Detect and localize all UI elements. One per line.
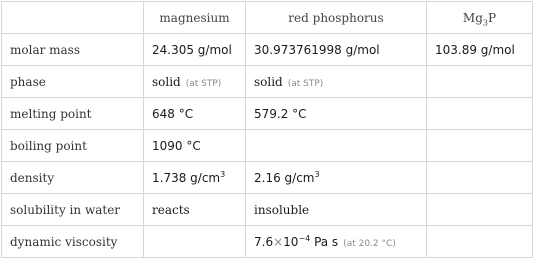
solubility-magnesium: reacts (144, 194, 246, 226)
viscosity-red-phosphorus (246, 226, 427, 258)
row-label-dynamic-viscosity: dynamic viscosity (2, 226, 144, 258)
times-sign: × (273, 234, 284, 249)
row-label-solubility: solubility in water (2, 194, 144, 226)
viscosity-mg3p (427, 226, 533, 258)
density-value: 1.738 g/cm (152, 170, 221, 185)
solubility-mg3p (427, 194, 533, 226)
density-exponent: 3 (314, 169, 320, 179)
table-row (2, 130, 533, 162)
corner-cell (2, 2, 144, 34)
melting-point-mg3p (427, 98, 533, 130)
row-label-phase: phase (2, 66, 144, 98)
viscosity-magnesium (144, 226, 246, 258)
density-value: 2.16 g/cm (254, 170, 315, 185)
formula-element-p: P (487, 10, 497, 25)
density-exponent: 3 (220, 169, 226, 179)
row-label-melting-point: melting point (2, 98, 144, 130)
density-mg3p (427, 162, 533, 194)
density-red-phosphorus (246, 162, 427, 194)
column-header-mg3p (427, 2, 533, 34)
table-row (2, 226, 533, 258)
solubility-red-phosphorus: insoluble (246, 194, 427, 226)
density-magnesium (144, 162, 246, 194)
molar-mass-mg3p: 103.89 g/mol (427, 34, 533, 66)
table-row (2, 194, 533, 226)
row-label-molar-mass: molar mass (2, 34, 144, 66)
viscosity-base: 10 (283, 234, 299, 249)
boiling-point-magnesium: 1090 °C (144, 130, 246, 162)
viscosity-condition: (at 20.2 °C) (343, 238, 396, 249)
boiling-point-red-phosphorus (246, 130, 427, 162)
phase-condition: (at STP) (287, 78, 324, 89)
header-row (2, 2, 533, 34)
phase-value: solid (152, 74, 181, 89)
table-row (2, 98, 533, 130)
viscosity-exponent: −4 (298, 233, 311, 243)
phase-red-phosphorus (246, 66, 427, 98)
table-row (2, 162, 533, 194)
table-row (2, 66, 533, 98)
row-label-boiling-point: boiling point (2, 130, 144, 162)
row-label-density: density (2, 162, 144, 194)
melting-point-red-phosphorus: 579.2 °C (246, 98, 427, 130)
viscosity-unit: Pa s (314, 234, 339, 249)
molar-mass-red-phosphorus: 30.973761998 g/mol (246, 34, 427, 66)
column-header-red-phosphorus: red phosphorus (246, 2, 427, 34)
properties-table (1, 1, 533, 258)
phase-magnesium (144, 66, 246, 98)
phase-condition: (at STP) (185, 78, 222, 89)
table-row (2, 34, 533, 66)
boiling-point-mg3p (427, 130, 533, 162)
column-header-magnesium: magnesium (144, 2, 246, 34)
phase-mg3p (427, 66, 533, 98)
viscosity-mantissa: 7.6 (254, 234, 274, 249)
formula-element-mg: Mg (462, 10, 483, 25)
phase-value: solid (254, 74, 283, 89)
molar-mass-magnesium: 24.305 g/mol (144, 34, 246, 66)
formula-subscript: 3 (482, 17, 488, 27)
melting-point-magnesium: 648 °C (144, 98, 246, 130)
